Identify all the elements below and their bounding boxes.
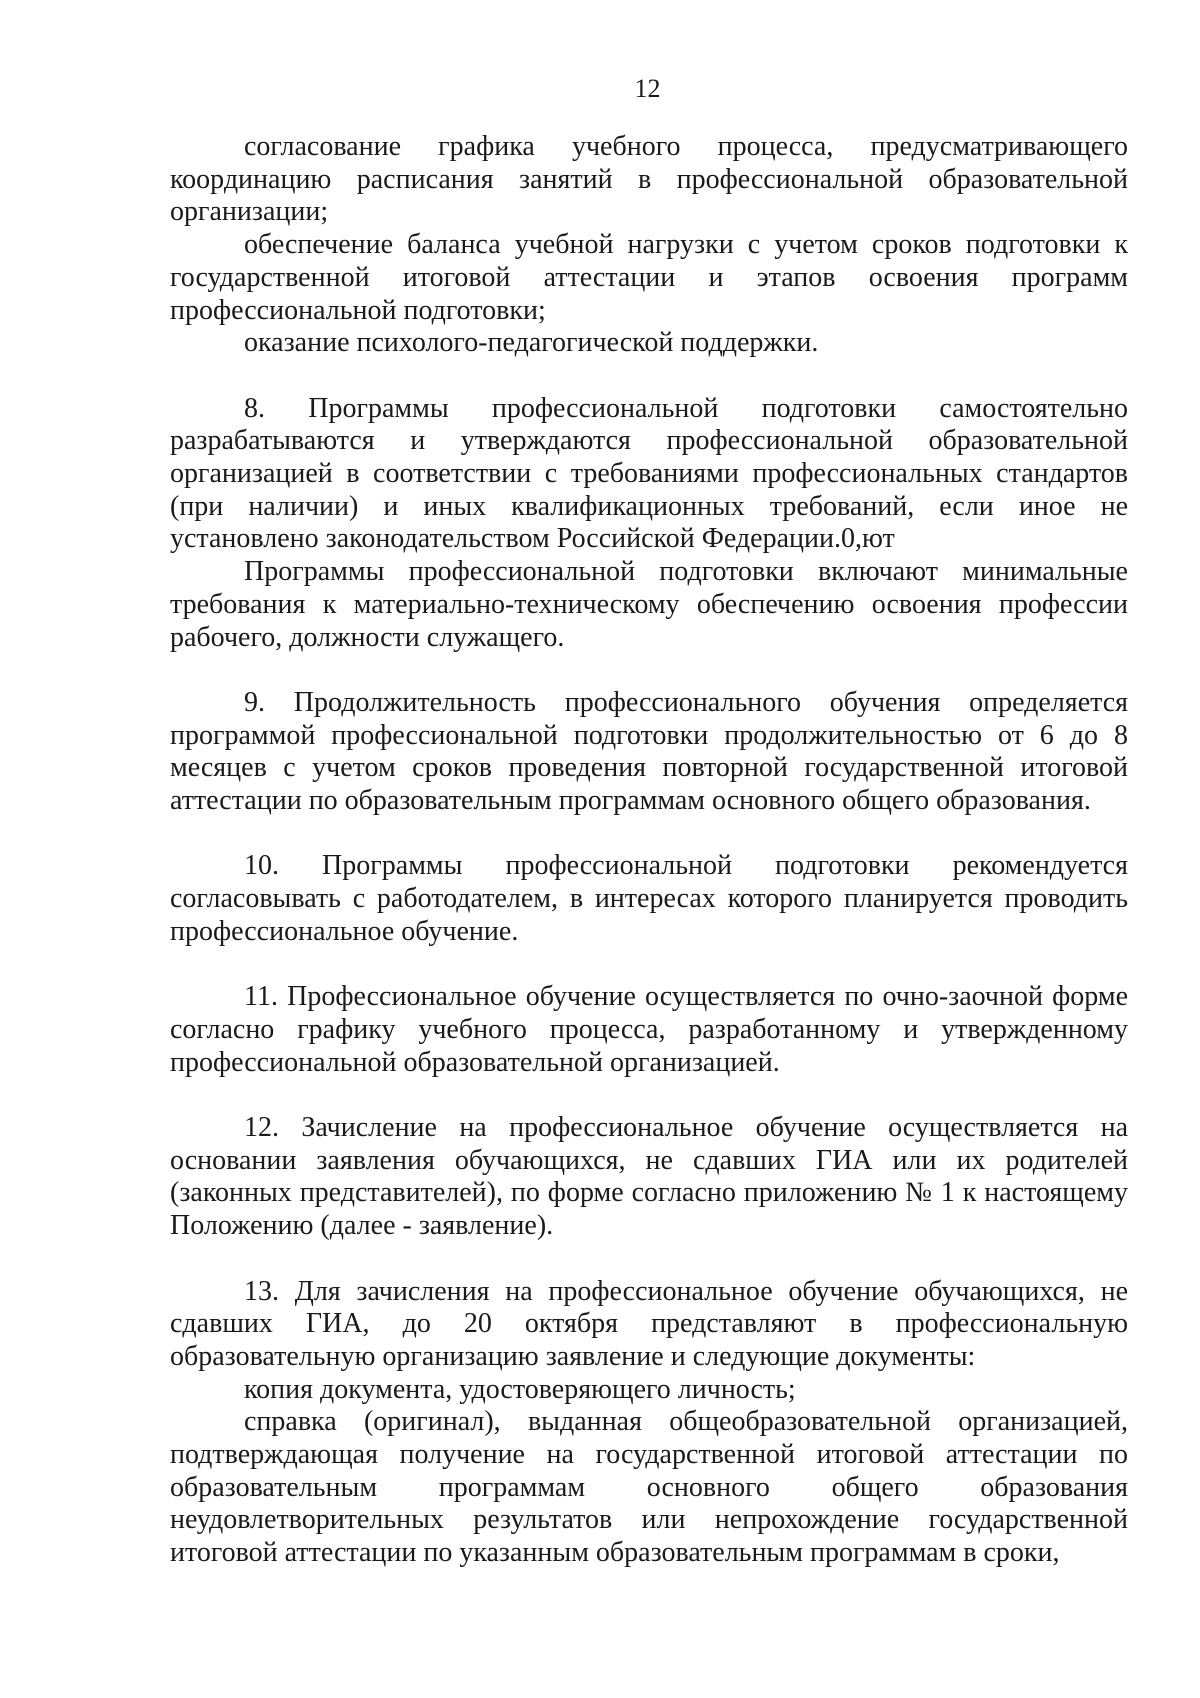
paragraph-schedule-coordination: согласование графика учебного процесса, предусматривающего координацию расписания занятий в профессиональной образовательной организации; [170,131,1128,228]
paragraph-item-8: 8. Программы профессиональной подготовки самостоятельно разрабатываются и утверждаются профессиональной образовательной организацией в соответствии с требованиями профессиональных стандартов (при наличии) и иных квалификационных требований, если иное не установлено законодательством Российской Федерации.0,ют [170,392,1128,555]
paragraph-certificate: справка (оригинал), выданная общеобразовательной организацией, подтверждающая получение на государственной итоговой аттестации по образовательным программам основного общего образования неудовлетворительных результатов или непрохождение государственной итоговой аттестации по указанным образовательным программам в сроки, [170,1406,1128,1569]
paragraph-item-13: 13. Для зачисления на профессиональное обучение обучающихся, не сдавших ГИА, до 20 октября представляют в профессиональную образовательную организацию заявление и следующие документы: [170,1275,1128,1372]
paragraph-item-8-requirements: Программы профессиональной подготовки включают минимальные требования к материально-техническому обеспечению освоения профессии рабочего, должности служащего. [170,556,1128,653]
paragraph-psych-support: оказание психолого-педагогической поддержки. [244,327,819,359]
paragraph-id-document: копия документа, удостоверяющего личность; [244,1373,796,1405]
page-number: 12 [634,74,661,103]
paragraph-item-9: 9. Продолжительность профессионального обучения определяется программой профессиональной подготовки продолжительностью от 6 до 8 месяцев с учетом сроков проведения повторной государственной итоговой аттестации по образовательным программам основного общего образования. [170,686,1128,817]
document-body [170,131,1128,1570]
paragraph-item-12: 12. Зачисление на профессиональное обучение осуществляется на основании заявления обучающихся, не сдавших ГИА или их родителей (законных представителей), по форме согласно приложению № 1 к настоящему Положению (далее - заявление). [170,1112,1128,1242]
paragraph-load-balance: обеспечение баланса учебной нагрузки с учетом сроков подготовки к государственной итоговой аттестации и этапов освоения программ профессиональной подготовки; [170,229,1128,326]
paragraph-item-11: 11. Профессиональное обучение осуществляется по очно-заочной форме согласно графику учебного процесса, разработанному и утвержденному профессиональной образовательной организацией. [170,981,1128,1078]
paragraph-item-10: 10. Программы профессиональной подготовки рекомендуется согласовывать с работодателем, в интересах которого планируется проводить профессиональное обучение. [170,850,1128,947]
